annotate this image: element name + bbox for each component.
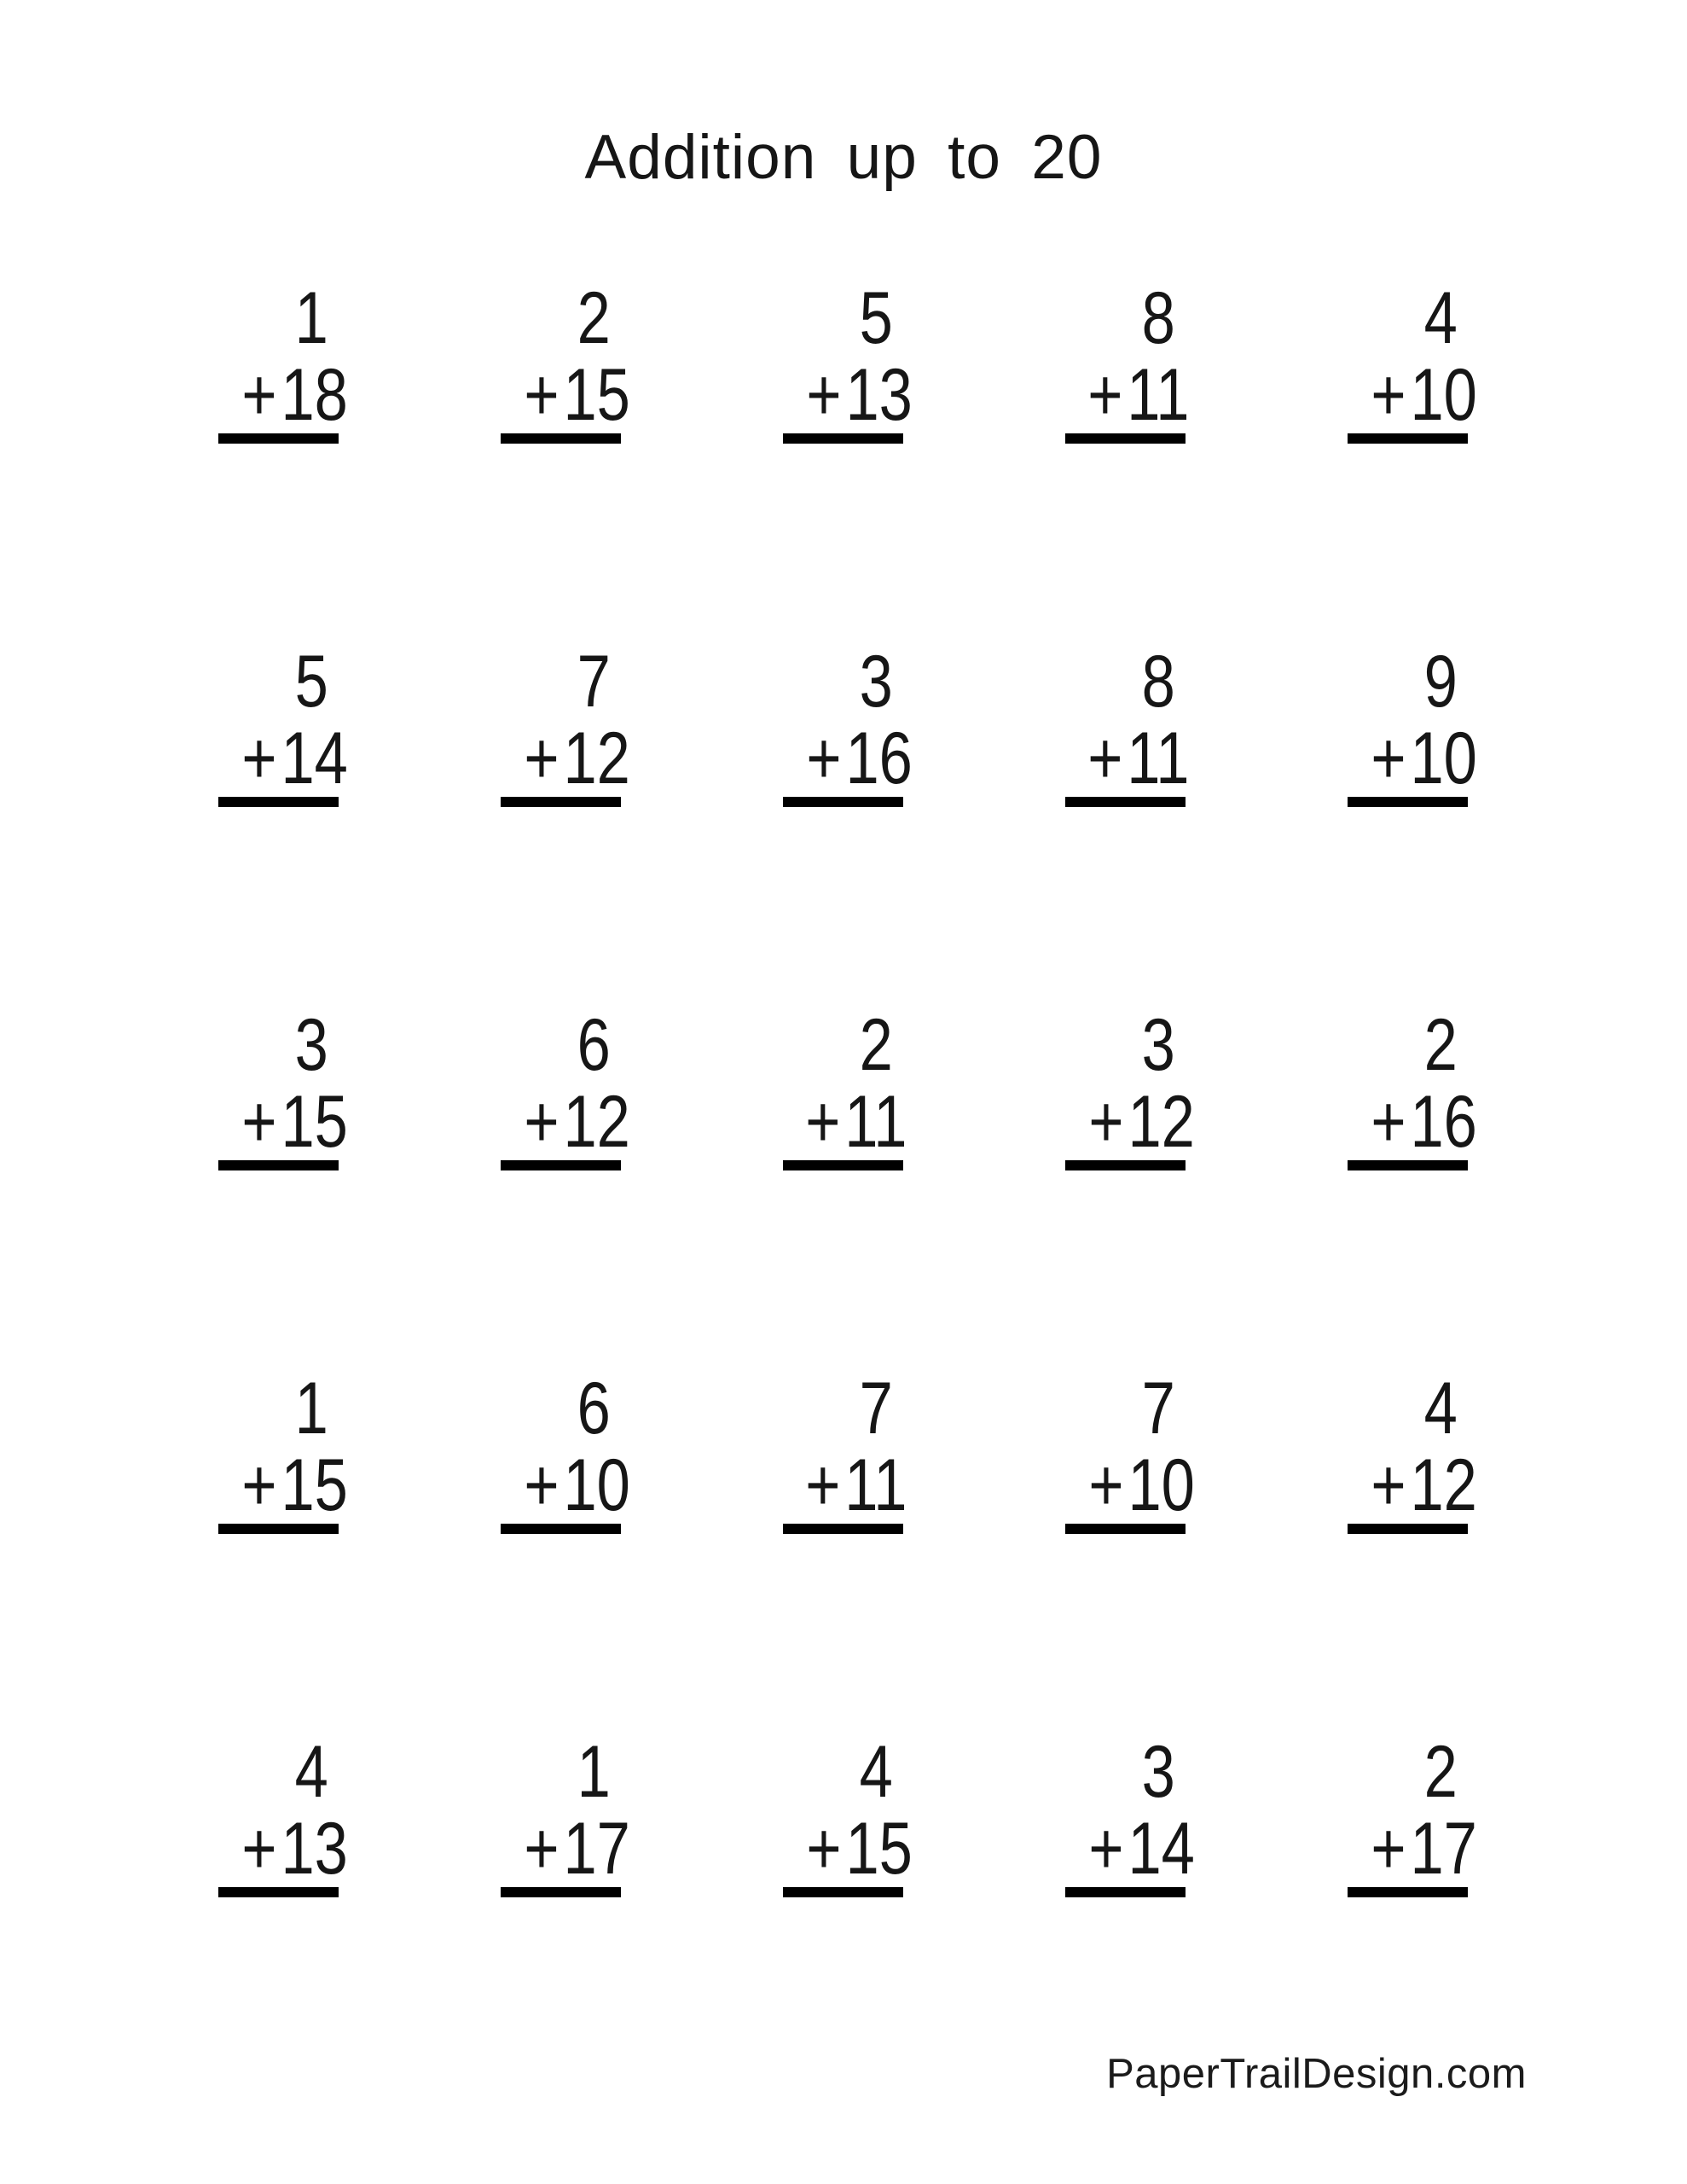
plus-operator: + xyxy=(241,1444,277,1526)
top-addend-line xyxy=(501,1731,621,1813)
plus-operator: + xyxy=(1087,354,1123,436)
plus-operator: + xyxy=(806,354,842,436)
top-addend: 3 xyxy=(294,1004,328,1086)
top-addend: 3 xyxy=(859,641,893,723)
addition-problem xyxy=(218,277,348,444)
bottom-addend: 15 xyxy=(281,1444,348,1526)
bottom-addend-line xyxy=(218,354,348,436)
plus-operator: + xyxy=(806,717,842,799)
top-addend-line xyxy=(783,1370,903,1447)
top-addend-line xyxy=(218,641,339,723)
footer-credit: PaperTrailDesign.com xyxy=(1106,2051,1527,2097)
addition-problem xyxy=(501,1368,630,1534)
bottom-addend: 12 xyxy=(563,717,630,799)
top-addend-line xyxy=(1065,277,1186,359)
bottom-addend: 15 xyxy=(281,1081,348,1163)
top-addend: 1 xyxy=(294,1368,328,1449)
plus-operator: + xyxy=(806,1808,842,1890)
top-addend-line xyxy=(1065,1004,1186,1086)
addition-problem xyxy=(783,1731,913,1897)
bottom-addend: 10 xyxy=(563,1444,630,1526)
addition-problem xyxy=(1348,1004,1477,1170)
plus-operator: + xyxy=(241,1081,277,1163)
bottom-addend: 17 xyxy=(563,1808,630,1890)
top-addend-line xyxy=(1348,1731,1468,1813)
top-addend: 9 xyxy=(1423,641,1458,723)
plus-operator: + xyxy=(805,1444,841,1526)
addition-problem xyxy=(218,1731,348,1897)
bottom-addend: 11 xyxy=(844,1444,907,1526)
top-addend-line xyxy=(783,641,903,723)
addition-problem xyxy=(783,1368,907,1534)
bottom-addend-line xyxy=(1065,354,1190,436)
top-addend: 7 xyxy=(577,641,611,723)
top-addend-line xyxy=(1348,1370,1468,1447)
top-addend: 2 xyxy=(1423,1004,1458,1086)
plus-operator: + xyxy=(241,354,277,436)
addition-problem xyxy=(1065,1368,1195,1534)
addition-problem xyxy=(218,1368,348,1534)
plus-operator: + xyxy=(524,1808,559,1890)
top-addend-line xyxy=(783,1004,903,1086)
bottom-addend: 16 xyxy=(1410,1081,1477,1163)
top-addend: 4 xyxy=(1423,1368,1458,1449)
plus-operator: + xyxy=(524,354,559,436)
top-addend-line xyxy=(1348,1004,1468,1086)
addition-problem xyxy=(1065,1731,1195,1897)
top-addend: 4 xyxy=(294,1731,328,1813)
top-addend-line xyxy=(218,1731,339,1813)
addition-problem xyxy=(1348,1368,1477,1534)
plus-operator: + xyxy=(1371,1808,1406,1890)
bottom-addend-line xyxy=(783,717,913,799)
addition-problem xyxy=(783,641,913,807)
top-addend-line xyxy=(1065,641,1186,723)
addition-problem xyxy=(783,277,913,444)
bottom-addend: 10 xyxy=(1410,717,1477,799)
bottom-addend-line xyxy=(1065,717,1190,799)
addition-problem xyxy=(1065,641,1190,807)
bottom-addend-line xyxy=(501,1081,630,1163)
plus-operator: + xyxy=(1088,1808,1124,1890)
bottom-addend: 12 xyxy=(1128,1081,1195,1163)
top-addend: 3 xyxy=(1141,1731,1175,1813)
top-addend-line xyxy=(1348,641,1468,723)
top-addend-line xyxy=(783,277,903,359)
plus-operator: + xyxy=(1371,1081,1406,1163)
top-addend-line xyxy=(501,641,621,723)
top-addend: 4 xyxy=(859,1731,893,1813)
plus-operator: + xyxy=(1371,354,1406,436)
bottom-addend: 15 xyxy=(845,1808,913,1890)
bottom-addend: 14 xyxy=(1128,1808,1195,1890)
page-title: Addition up to 20 xyxy=(584,123,1103,192)
plus-operator: + xyxy=(1088,1081,1124,1163)
plus-operator: + xyxy=(1371,717,1406,799)
top-addend-line xyxy=(218,1004,339,1086)
bottom-addend-line xyxy=(501,354,630,436)
bottom-addend: 11 xyxy=(844,1081,907,1163)
top-addend: 7 xyxy=(859,1368,893,1449)
top-addend: 8 xyxy=(1141,277,1175,359)
bottom-addend-line xyxy=(1065,1081,1195,1163)
top-addend-line xyxy=(1065,1370,1186,1447)
bottom-addend: 13 xyxy=(281,1808,348,1890)
bottom-addend-line xyxy=(501,717,630,799)
bottom-addend: 17 xyxy=(1410,1808,1477,1890)
top-addend-line xyxy=(1348,277,1468,359)
top-addend: 2 xyxy=(1423,1731,1458,1813)
top-addend-line xyxy=(1065,1731,1186,1813)
addition-problem xyxy=(501,1004,630,1170)
bottom-addend: 16 xyxy=(845,717,913,799)
plus-operator: + xyxy=(524,717,559,799)
bottom-addend-line xyxy=(1065,1808,1195,1890)
bottom-addend: 13 xyxy=(845,354,913,436)
plus-operator: + xyxy=(1371,1444,1406,1526)
bottom-addend-line xyxy=(1348,1808,1477,1890)
plus-operator: + xyxy=(1087,717,1123,799)
bottom-addend: 10 xyxy=(1410,354,1477,436)
addition-problem xyxy=(1065,277,1190,444)
top-addend: 1 xyxy=(294,277,328,359)
bottom-addend-line xyxy=(218,717,348,799)
top-addend-line xyxy=(218,277,339,359)
top-addend: 4 xyxy=(1423,277,1458,359)
addition-problem xyxy=(501,641,630,807)
bottom-addend-line xyxy=(218,1808,348,1890)
bottom-addend: 12 xyxy=(563,1081,630,1163)
top-addend: 3 xyxy=(1141,1004,1175,1086)
bottom-addend-line xyxy=(218,1444,348,1526)
bottom-addend-line xyxy=(783,1444,907,1526)
problems-grid xyxy=(218,277,1477,1897)
bottom-addend-line xyxy=(501,1808,630,1890)
bottom-addend-line xyxy=(501,1444,630,1526)
top-addend-line xyxy=(501,1004,621,1086)
plus-operator: + xyxy=(241,1808,277,1890)
bottom-addend-line xyxy=(1348,354,1477,436)
addition-problem xyxy=(501,1731,630,1897)
plus-operator: + xyxy=(524,1444,559,1526)
top-addend: 6 xyxy=(577,1368,611,1449)
top-addend-line xyxy=(501,277,621,359)
bottom-addend: 15 xyxy=(563,354,630,436)
bottom-addend-line xyxy=(783,354,913,436)
top-addend: 6 xyxy=(577,1004,611,1086)
bottom-addend: 18 xyxy=(281,354,348,436)
addition-problem xyxy=(783,1004,907,1170)
bottom-addend: 14 xyxy=(281,717,348,799)
bottom-addend-line xyxy=(783,1808,913,1890)
addition-problem xyxy=(218,1004,348,1170)
bottom-addend: 12 xyxy=(1410,1444,1477,1526)
addition-problem xyxy=(218,641,348,807)
top-addend-line xyxy=(783,1731,903,1813)
bottom-addend-line xyxy=(1348,717,1477,799)
top-addend: 2 xyxy=(859,1004,893,1086)
bottom-addend-line xyxy=(218,1081,348,1163)
plus-operator: + xyxy=(241,717,277,799)
top-addend: 1 xyxy=(577,1731,611,1813)
top-addend-line xyxy=(501,1370,621,1447)
plus-operator: + xyxy=(1088,1444,1124,1526)
top-addend: 8 xyxy=(1141,641,1175,723)
top-addend-line xyxy=(218,1370,339,1447)
bottom-addend: 10 xyxy=(1128,1444,1195,1526)
addition-problem xyxy=(1348,641,1477,807)
bottom-addend-line xyxy=(1348,1444,1477,1526)
addition-problem xyxy=(1348,277,1477,444)
top-addend: 7 xyxy=(1141,1368,1175,1449)
bottom-addend: 11 xyxy=(1127,354,1190,436)
addition-problem xyxy=(501,277,630,444)
top-addend: 2 xyxy=(577,277,611,359)
plus-operator: + xyxy=(805,1081,841,1163)
bottom-addend: 11 xyxy=(1127,717,1190,799)
bottom-addend-line xyxy=(1065,1444,1195,1526)
plus-operator: + xyxy=(524,1081,559,1163)
addition-problem xyxy=(1348,1731,1477,1897)
bottom-addend-line xyxy=(1348,1081,1477,1163)
addition-problem xyxy=(1065,1004,1195,1170)
top-addend: 5 xyxy=(294,641,328,723)
bottom-addend-line xyxy=(783,1081,907,1163)
top-addend: 5 xyxy=(859,277,893,359)
